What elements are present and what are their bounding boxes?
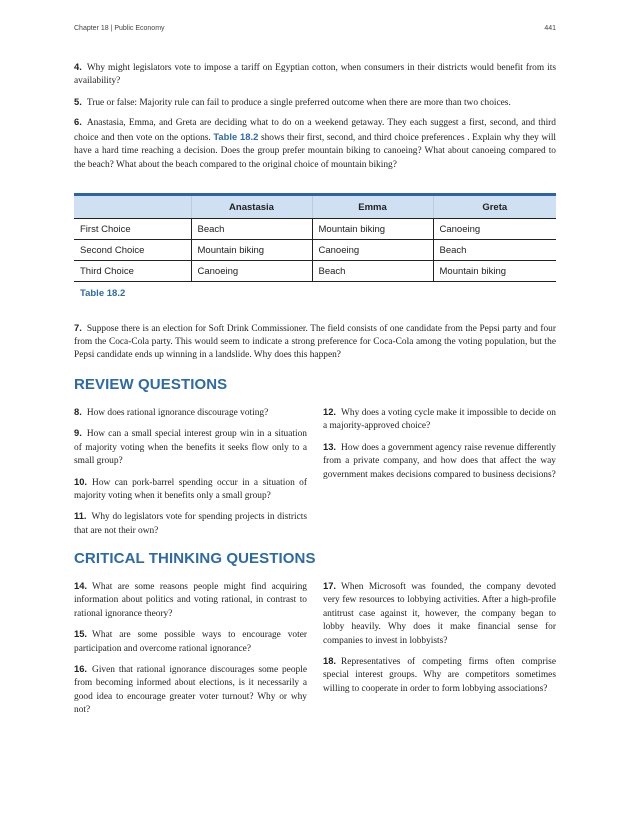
table-header-cell <box>74 195 191 219</box>
page-number: 441 <box>544 25 556 32</box>
question-9 <box>74 426 307 468</box>
table-cell: Beach <box>433 240 556 261</box>
question-text: When Microsoft was founded, the company devoted very few resources to lobbying activities. After a high-profile antitrust case against it, however, the company began to lobby heavily. Why does it make financial sense for companies to invest in lobbyists? <box>323 582 556 646</box>
question-text: What are some possible ways to encourage voter participation and overcome rational ignorance? <box>74 630 307 654</box>
question-text: Given that rational ignorance discourages some people from becoming informed about elections, is it necessarily a good idea to encourage greater voter turnout? Why or why not? <box>74 665 307 716</box>
table-cell: Mountain biking <box>312 219 433 240</box>
question-18 <box>323 654 556 696</box>
table-row <box>74 240 556 261</box>
question-number: 6. <box>74 116 82 127</box>
critical-left-column <box>74 579 307 724</box>
question-number: 4. <box>74 61 82 72</box>
chapter-title: Chapter 18 | Public Economy <box>74 25 165 32</box>
review-questions-heading: REVIEW QUESTIONS <box>74 376 228 393</box>
table-cell: Beach <box>191 219 312 240</box>
table-header-cell: Emma <box>312 195 433 219</box>
table-cell: Beach <box>312 261 433 282</box>
question-text: How can a small special interest group win in a situation of majority voting when the benefits it seeks flow only to a small group? <box>74 429 307 467</box>
question-number: 9. <box>74 427 82 439</box>
question-text: How does a government agency raise revenue differently from a private company, and how does that affect the way government makes decisions compared to business decisions? <box>323 442 556 480</box>
table-header-cell: Anastasia <box>191 195 312 219</box>
table-header-row <box>74 195 556 219</box>
question-text: True or false: Majority rule can fail to produce a single preferred outcome when there are more than two choices. <box>86 98 511 108</box>
question-number: 12. <box>323 406 337 417</box>
critical-right-column <box>323 579 556 702</box>
question-5 <box>74 95 556 110</box>
table-reference-link[interactable]: Table 18.2 <box>213 131 259 143</box>
table-row <box>74 261 556 282</box>
table-cell: Mountain biking <box>433 261 556 282</box>
question-text-part2: shows their first, second, and third choice preferences . Explain why they will have a hard time reaching a decision. Does the group prefer mountain biking to canoeing? What about canoeing compared to the beach? What about the beach compared to the original choice of mountain biking? <box>74 133 557 170</box>
table-caption: Table 18.2 <box>80 288 126 299</box>
question-7 <box>74 321 556 363</box>
question-number: 7. <box>74 322 82 333</box>
table-cell: Third Choice <box>74 261 191 282</box>
question-14 <box>74 579 307 621</box>
question-number: 13. <box>323 440 337 452</box>
table-row <box>74 219 556 240</box>
table-cell: Second Choice <box>74 240 191 261</box>
question-number: 10. <box>74 475 88 487</box>
question-6 <box>74 115 556 172</box>
critical-thinking-heading: CRITICAL THINKING QUESTIONS <box>74 550 316 567</box>
question-17 <box>323 579 556 648</box>
question-16 <box>74 662 307 718</box>
question-text: Suppose there is an election for Soft Drink Commissioner. The field consists of one candidate from the Pepsi party and four from the Coca-Cola party. This would seem to indicate a strong preference for Coca-Cola among the voting population, but the Pepsi candidate ends up winning in a landslide. Why does this happen? <box>74 324 556 361</box>
question-text: Representatives of competing firms often comprise special interest groups. Why are competitors sometimes willing to cooperate in order to form lobbying associations? <box>323 657 556 694</box>
question-number: 11. <box>74 510 87 522</box>
question-text: Why might legislators vote to impose a tariff on Egyptian cotton, when consumers in their districts would benefit from its availability? <box>74 63 556 87</box>
question-number: 8. <box>74 406 82 417</box>
question-8 <box>74 405 307 420</box>
table-cell: Canoeing <box>433 219 556 240</box>
question-number: 14. <box>74 580 88 591</box>
question-15 <box>74 627 307 656</box>
question-text: How can pork-barrel spending occur in a situation of majority voting when it benefits only a small group? <box>74 477 307 502</box>
review-right-column <box>323 405 556 488</box>
question-number: 5. <box>74 96 82 107</box>
table-header-cell: Greta <box>433 195 556 219</box>
question-10 <box>74 475 307 504</box>
question-13 <box>323 440 556 482</box>
table-cell: Canoeing <box>191 261 312 282</box>
question-number: 18. <box>323 655 337 667</box>
question-11 <box>74 509 307 538</box>
question-12 <box>323 405 556 434</box>
table-cell: Mountain biking <box>191 240 312 261</box>
running-header <box>74 25 556 37</box>
question-text: How does rational ignorance discourage voting? <box>86 408 269 418</box>
table-cell: Canoeing <box>312 240 433 261</box>
table-cell: First Choice <box>74 219 191 240</box>
question-text-part1: Anastasia, Emma, and Greta are deciding what to do on a weekend getaway. They each suggest a first, second, and third choice and then vote on the options. <box>74 118 556 144</box>
question-4 <box>74 60 556 88</box>
question-text: What are some reasons people might find acquiring information about politics and voting rational, in contrast to rational ignorance theory? <box>74 582 307 619</box>
review-left-column <box>74 405 307 544</box>
question-number: 15. <box>74 628 88 640</box>
preferences-table <box>74 193 556 282</box>
question-text: Why do legislators vote for spending projects in districts that are not their own? <box>74 512 307 536</box>
question-number: 16. <box>74 663 88 675</box>
question-number: 17. <box>323 580 337 591</box>
question-text: Why does a voting cycle make it impossible to decide on a majority-approved choice? <box>323 408 556 432</box>
